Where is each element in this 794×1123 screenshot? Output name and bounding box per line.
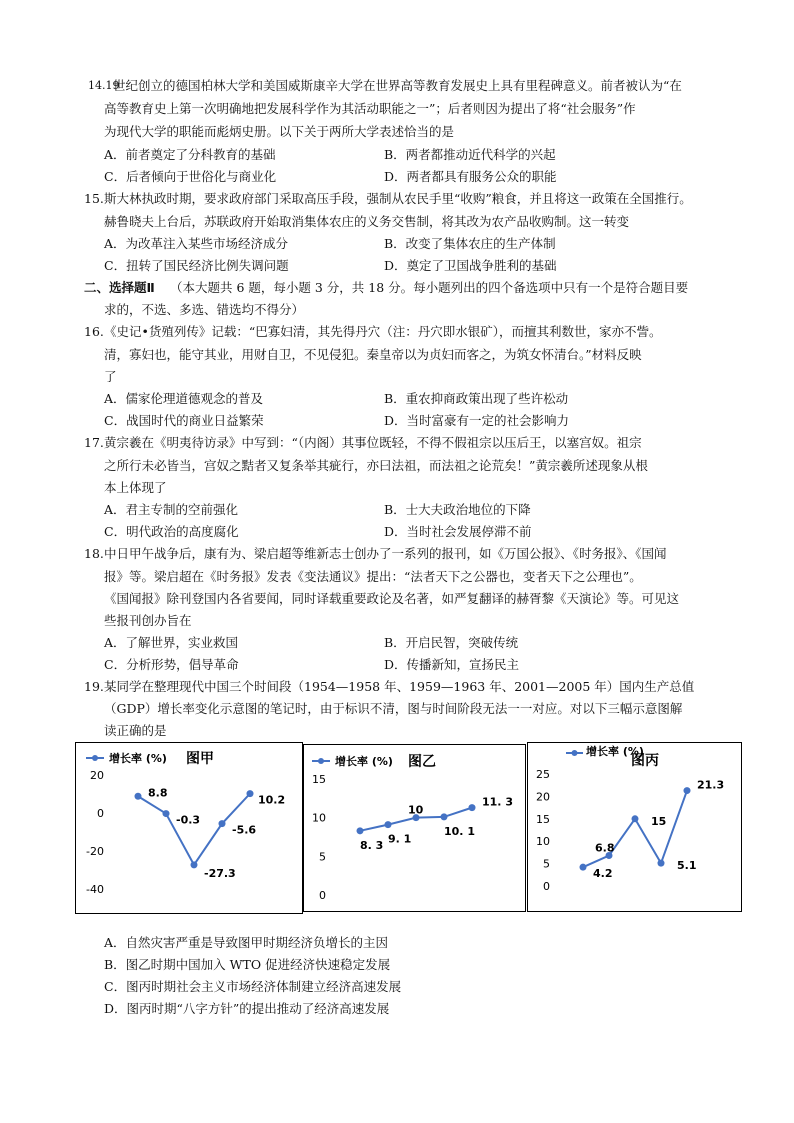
q19-stem-line2: （GDP）增长率变化示意图的笔记时，由于标识不清，图与时间阶段无法一一对应。对以下三幅示意图解 <box>104 701 683 716</box>
legend-marker <box>312 758 330 764</box>
chart-title: 图甲 <box>186 751 214 767</box>
q18-stem-line2: 报》等。梁启超在《时务报》发表《变法通议》提出：“法者天下之公器也，变者天下之公理也”。 <box>104 569 642 584</box>
data-point <box>580 864 587 871</box>
q17-option-b[interactable]: B．士大夫政治地位的下降 <box>384 502 531 517</box>
q15-option-d[interactable]: D．奠定了卫国战争胜利的基础 <box>384 258 557 273</box>
q16-option-d[interactable]: D．当时富豪有一定的社会影响力 <box>384 413 570 428</box>
legend-label: 增长率 (%) <box>109 752 167 765</box>
q14-option-a[interactable]: A．前者奠定了分科教育的基础 <box>104 147 276 162</box>
q14-option-c[interactable]: C．后者倾向于世俗化与商业化 <box>104 169 277 184</box>
q19-stem-line1: 某同学在整理现代中国三个时间段（1954—1958 年、1959—1963 年、2001—2005 年）国内生产总值 <box>104 679 695 694</box>
q18-stem-line1: 中日甲午战争后，康有为、梁启超等维新志士创办了一系列的报刊，如《万国公报》、《时务报》、《国闻 <box>104 546 667 561</box>
y-tick-label: 20 <box>90 769 104 782</box>
chart-jia-svg <box>76 743 302 913</box>
data-label: 4.2 <box>593 867 613 881</box>
q17-stem-line2: 之所行未必皆当，宫奴之黠者又复条举其疵行，亦曰法祖，而法祖之论荒矣！”黄宗羲所述现象从根 <box>104 458 648 473</box>
q16-number: 16. <box>84 324 104 339</box>
section2-instructions-line1: （本大题共 6 题，每小题 3 分，共 18 分。每小题列出的四个备选项中只有一个是符合题目要 <box>170 280 689 295</box>
q16-option-a[interactable]: A．儒家伦理道德观念的普及 <box>104 391 264 406</box>
q19-option-d[interactable]: D．图丙时期“八字方针”的提出推动了经济高速发展 <box>104 1001 390 1016</box>
chart-bing-svg <box>528 743 741 911</box>
chart-title: 图乙 <box>408 754 436 770</box>
data-point <box>684 787 691 794</box>
data-label: 11. 3 <box>482 795 513 809</box>
data-label: 10.2 <box>258 793 286 807</box>
q18-option-c[interactable]: C．分析形势，倡导革命 <box>104 657 239 672</box>
q19-stem-line3: 读正确的是 <box>104 723 167 738</box>
y-tick-label: 25 <box>536 768 550 781</box>
data-point <box>658 860 665 867</box>
data-label: 5.1 <box>677 859 697 873</box>
y-tick-label: 15 <box>536 812 550 826</box>
legend-label: 增长率 (%) <box>335 755 393 768</box>
q14-stem-line1: 世纪创立的德国柏林大学和美国威斯康辛大学在世界高等教育发展史上具有里程碑意义。前者被认为“在 <box>113 78 682 93</box>
q16-stem-line3: 了 <box>104 369 117 384</box>
data-point <box>163 810 170 817</box>
q16-stem-line1: 《史记•货殖列传》记载：“巴寡妇清，其先得丹穴（注：丹穴即水银矿），而擅其利数世，家亦不訾。 <box>104 324 662 339</box>
y-tick-label: 0 <box>97 807 104 820</box>
q17-stem-line1: 黄宗羲在《明夷待访录》中写到：“（内阁）其事位既轻，不得不假祖宗以压后王，以塞宫奴。祖宗 <box>104 435 642 450</box>
q15-option-b[interactable]: B．改变了集体农庄的生产体制 <box>384 236 556 251</box>
data-label: 8. 3 <box>360 838 384 852</box>
data-label: 8.8 <box>148 786 168 800</box>
data-label: 6.8 <box>595 841 615 855</box>
q18-stem-line3: 《国闻报》除刊登国内各省要闻，同时译载重要政论及名著，如严复翻译的赫胥黎《天演论》等。可见这 <box>104 591 680 606</box>
q18-number: 18. <box>84 546 104 561</box>
section2-title: 二、选择题Ⅱ <box>84 280 155 295</box>
data-label: 15 <box>651 814 667 828</box>
y-tick-label: 5 <box>543 857 550 871</box>
data-point <box>469 804 476 811</box>
q17-option-a[interactable]: A．君主专制的空前强化 <box>104 502 239 517</box>
q15-option-a[interactable]: A．为改革注入某些市场经济成分 <box>104 236 289 251</box>
data-label: -27.3 <box>204 866 236 880</box>
q18-option-b[interactable]: B．开启民智，突破传统 <box>384 635 519 650</box>
q15-stem-line2: 赫鲁晓夫上台后，苏联政府开始取消集体农庄的义务交售制，将其改为农产品收购制。这一转变 <box>104 214 630 229</box>
data-label: 21.3 <box>697 778 725 792</box>
q18-stem-line4: 些报刊创办旨在 <box>104 613 192 628</box>
legend-marker <box>86 755 104 761</box>
chart-bing <box>527 742 742 912</box>
q17-option-c[interactable]: C．明代政治的高度腐化 <box>104 524 239 539</box>
chart-jia <box>75 742 303 914</box>
q19-option-c[interactable]: C．图丙时期社会主义市场经济体制建立经济高速发展 <box>104 979 402 994</box>
q15-number: 15. <box>84 191 104 206</box>
y-tick-label: -40 <box>86 883 104 896</box>
chart-yi <box>303 744 526 912</box>
q16-option-c[interactable]: C．战国时代的商业日益繁荣 <box>104 413 264 428</box>
legend-marker <box>566 750 583 756</box>
data-point <box>441 813 448 820</box>
data-label: 10 <box>408 803 424 817</box>
y-tick-label: 0 <box>319 889 326 902</box>
q19-option-a[interactable]: A．自然灾害严重是导致图甲时期经济负增长的主因 <box>104 935 389 950</box>
q18-option-a[interactable]: A．了解世界，实业救国 <box>104 635 239 650</box>
data-label: 10. 1 <box>444 824 475 838</box>
q14-option-b[interactable]: B．两者都推动近代科学的兴起 <box>384 147 556 162</box>
data-point <box>135 793 142 800</box>
legend-label: 增长率 (%) <box>586 745 644 758</box>
y-tick-label: 5 <box>319 850 326 864</box>
q19-number: 19. <box>84 679 104 694</box>
q14-stem-line2: 高等教育史上第一次明确地把发展科学作为其活动职能之一”；后者则因为提出了将“社会服务”作 <box>104 101 636 116</box>
q14-number: 14.19 <box>88 79 120 92</box>
y-tick-label: 15 <box>312 773 326 786</box>
data-label: -0.3 <box>176 813 201 827</box>
data-point <box>632 815 639 822</box>
q18-option-d[interactable]: D．传播新知，宣扬民主 <box>384 657 520 672</box>
q16-stem-line2: 清，寡妇也，能守其业，用财自卫，不见侵犯。秦皇帝以为贞妇而客之，为筑女怀清台。”材料反映 <box>104 347 642 362</box>
y-tick-label: 10 <box>312 811 326 825</box>
q14-stem-line3: 为现代大学的职能而彪炳史册。以下关于两所大学表述恰当的是 <box>104 124 455 139</box>
y-tick-label: 0 <box>543 880 550 893</box>
chart-yi-svg <box>304 745 525 911</box>
q16-option-b[interactable]: B．重农抑商政策出现了些许松动 <box>384 391 569 406</box>
section2-instructions-line2: 求的，不选、多选、错选均不得分） <box>104 302 305 317</box>
data-point <box>219 820 226 827</box>
data-point <box>247 790 254 797</box>
q17-number: 17. <box>84 435 104 450</box>
q14-option-d[interactable]: D．两者都具有服务公众的职能 <box>384 169 557 184</box>
q19-option-b[interactable]: B．图乙时期中国加入 WTO 促进经济快速稳定发展 <box>104 957 391 972</box>
data-point <box>385 821 392 828</box>
q15-stem-line1: 斯大林执政时期，要求政府部门采取高压手段，强制从农民手里“收购”粮食，并且将这一政策在全国推行。 <box>104 191 692 206</box>
data-point <box>191 861 198 868</box>
q17-option-d[interactable]: D．当时社会发展停滞不前 <box>384 524 532 539</box>
y-tick-label: 20 <box>536 790 550 804</box>
data-label: 9. 1 <box>388 832 412 846</box>
q17-stem-line3: 本上体现了 <box>104 480 167 495</box>
data-label: -5.6 <box>232 823 257 837</box>
y-tick-label: -20 <box>86 845 104 858</box>
data-point <box>357 827 364 834</box>
y-tick-label: 10 <box>536 835 550 849</box>
chart-title: 图丙 <box>631 753 659 769</box>
series-line <box>583 791 687 868</box>
q15-option-c[interactable]: C．扭转了国民经济比例失调问题 <box>104 258 289 273</box>
